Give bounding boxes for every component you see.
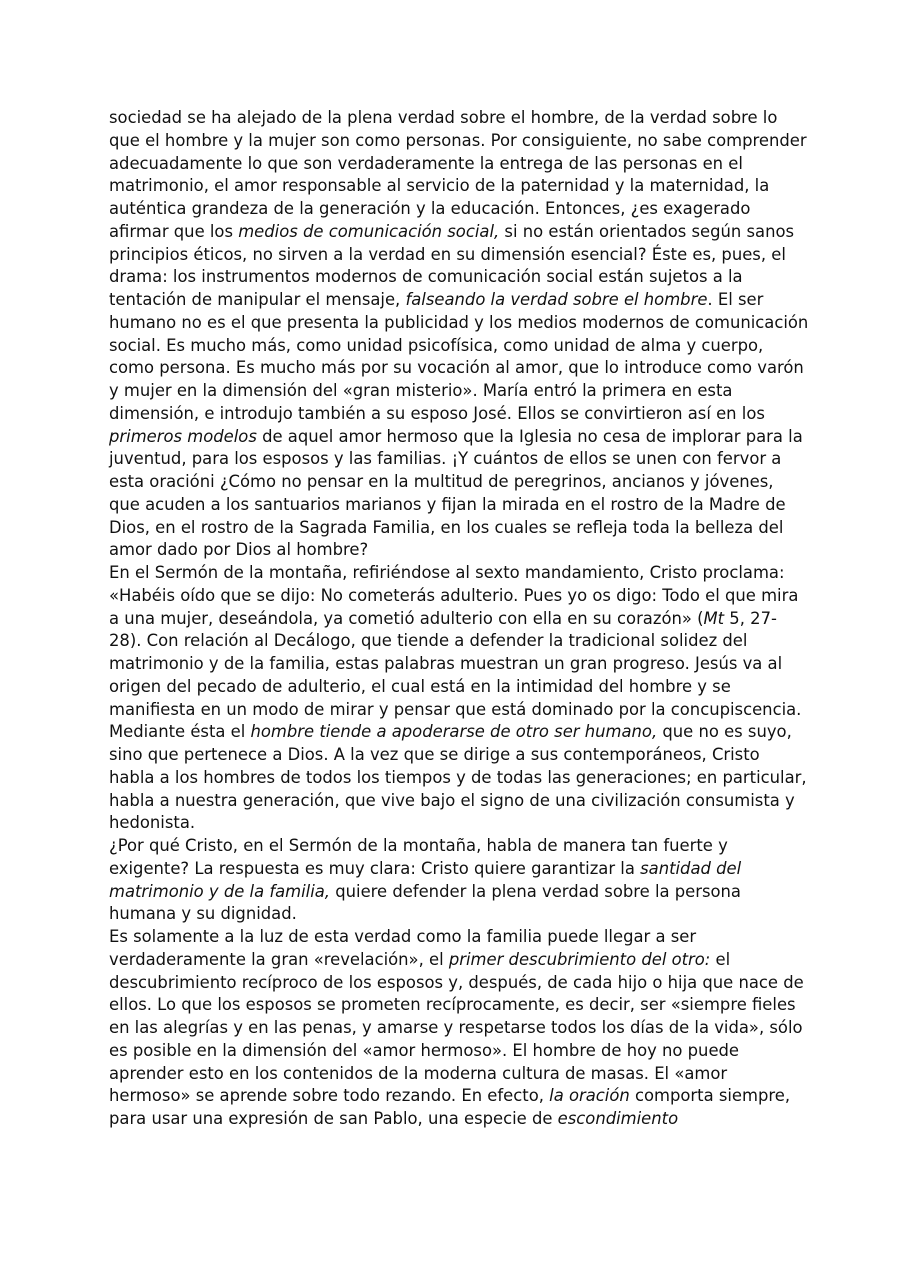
italic-text-run: primeros modelos [109, 426, 257, 446]
text-run: sociedad se ha alejado de la plena verdad sobre el hombre, de la verdad sobre lo que el hombre y la mujer son como personas. Por consiguiente, no sabe comprender adecuadamente lo que son verdaderamente la entrega de las personas en el matrimonio, el amor responsable al servicio de la paternidad y la maternidad, la auténtica grandeza de la generación y la educación. Entonces, ¿es exagerado afirmar que los [109, 108, 807, 241]
text-run: Es solamente a la luz de esta verdad como la familia puede llegar a ser verdaderamente la gran «revelación», el [109, 927, 697, 969]
text-run: el descubrimiento recíproco de los esposos y, después, de cada hijo o hija que nace de ellos. Lo que los esposos se prometen recíprocamente, es decir, ser «siempre fieles en las alegrías y en las penas, y amarse y respetarse todos los días de la vida», sólo es posible en la dimensión del «amor hermoso». El hombre de hoy no puede aprender esto en los contenidos de la moderna cultura de masas. El «amor hermoso» se aprende sobre todo rezando. En efecto, [109, 949, 804, 1106]
text-run: comporta siempre, para usar una expresión de san Pablo, una especie de [109, 1086, 791, 1128]
italic-text-run: la oración [549, 1086, 630, 1106]
document-page [109, 107, 809, 1131]
text-run: que no es suyo, sino que pertenece a Dios. A la vez que se dirige a sus contemporáneos, Cristo habla a los hombres de todos los tiempos y de todas las generaciones; en particular, habla a nuestra generación, que vive bajo el signo de una civilización consumista y hedonista. [109, 722, 807, 833]
text-run: 5, 27-28). Con relación al Decálogo, que tiende a defender la tradicional solidez del matrimonio y de la familia, estas palabras muestran un gran progreso. Jesús va al origen del pecado de adulterio, el cual está en la intimidad del hombre y se manifiesta en un modo de mirar y pensar que está dominado por la concupiscencia. Mediante ésta el [109, 608, 802, 742]
paragraph-3 [109, 835, 809, 926]
paragraph-2 [109, 562, 809, 835]
paragraph-1 [109, 107, 809, 562]
text-run: En el Sermón de la montaña, refiriéndose al sexto mandamiento, Cristo proclama: «Habéis oído que se dijo: No cometerás adulterio. Pues yo os digo: Todo el que mira a una mujer, deseándola, ya cometió adulterio con ella en su corazón» ( [109, 563, 799, 628]
italic-text-run: santidad del matrimonio y de la familia, [109, 858, 742, 901]
italic-text-run: falseando la verdad sobre el hombre [405, 290, 708, 309]
italic-text-run: escondimiento [557, 1109, 679, 1128]
text-run: . El ser humano no es el que presenta la publicidad y los medios modernos de comunicación social. Es mucho más, como unidad psicofísica, como unidad de alma y cuerpo, como persona. Es mucho más por su vocación al amor, que lo introduce como varón y mujer en la dimensión del «gran misterio». María entró la primera en esta dimensión, e introdujo también a su esposo José. Ellos se convirtieron así en los [109, 290, 809, 423]
italic-text-run: medios de comunicación social, [238, 221, 500, 241]
text-run: quiere defender la plena verdad sobre la persona humana y su dignidad. [109, 881, 741, 924]
italic-text-run: hombre tiende a apoderarse de otro ser humano, [250, 722, 658, 742]
text-run: ¿Por qué Cristo, en el Sermón de la montaña, habla de manera tan fuerte y exigente? La respuesta es muy clara: Cristo quiere garantizar la [109, 836, 728, 878]
text-run: si no están orientados según sanos principios éticos, no sirven a la verdad en su dimensión esencial? Éste es, pues, el drama: los instrumentos modernos de comunicación social están sujetos a la tentación de manipular el mensaje, [109, 221, 795, 309]
paragraph-4 [109, 926, 809, 1131]
italic-text-run: Mt [703, 608, 725, 628]
text-run: de aquel amor hermoso que la Iglesia no cesa de implorar para la juventud, para los esposos y las familias. ¡Y cuántos de ellos se unen con fervor a esta oracióni ¿Cómo no pensar en la multitud de peregrinos, ancianos y jóvenes, que acuden a los santuarios marianos y fijan la mirada en el rostro de la Madre de Dios, en el rostro de la Sagrada Familia, en los cuales se refleja toda la belleza del amor dado por Dios al hombre? [109, 426, 803, 560]
italic-text-run: primer descubrimiento del otro: [448, 949, 711, 969]
